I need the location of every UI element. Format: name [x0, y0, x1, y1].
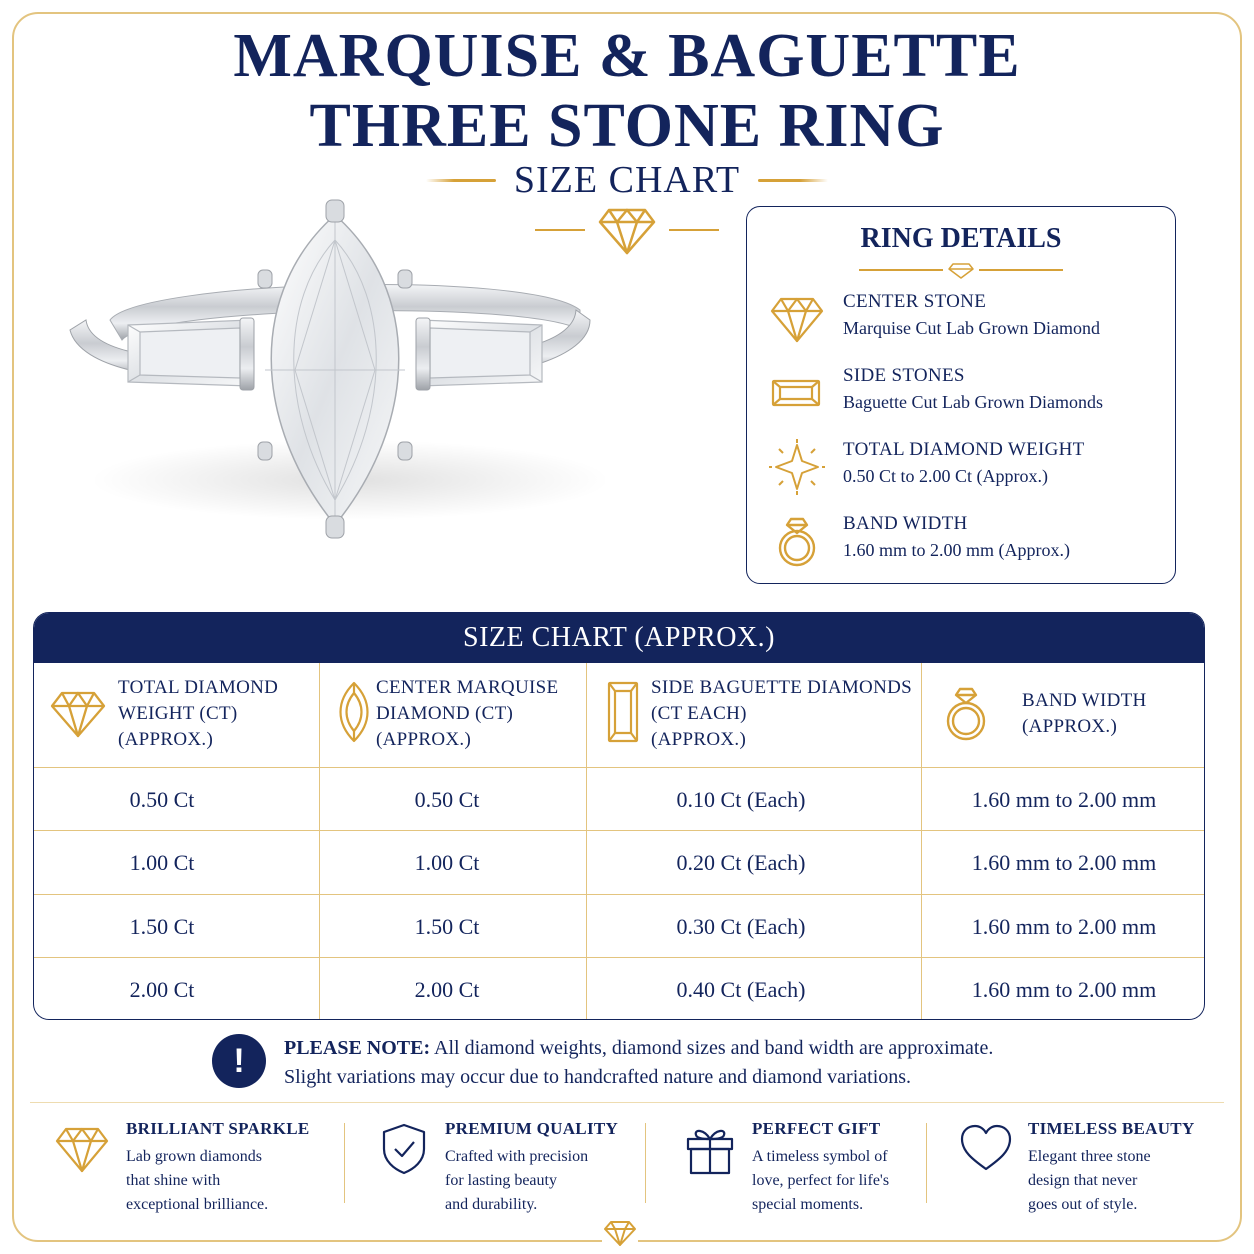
feature-perfect-gift	[682, 1117, 932, 1217]
marquise-icon	[324, 681, 384, 743]
cell-band-width: 1.60 mm to 2.00 mm	[971, 977, 1157, 1002]
sparkle-icon	[769, 439, 825, 495]
page-subtitle: SIZE CHART	[513, 159, 741, 201]
column-header-label: TOTAL DIAMOND WEIGHT (CT) (APPROX.)	[118, 677, 279, 750]
exclamation-icon: !	[212, 1034, 266, 1088]
column-header-band-width	[922, 663, 1205, 767]
diamond-icon	[54, 1121, 110, 1177]
column-header-label: SIDE BAGUETTE DIAMONDS (CT EACH) (APPROX.)	[651, 677, 912, 750]
diamond-icon	[602, 1218, 638, 1248]
note-text	[284, 1034, 993, 1092]
diamond-icon	[769, 291, 825, 347]
detail-heading: BAND WIDTH	[843, 513, 968, 534]
cell-total-weight: 1.50 Ct	[129, 914, 195, 939]
features-row	[30, 1102, 1224, 1212]
detail-text: 1.60 mm to 2.00 mm (Approx.)	[843, 540, 1070, 560]
detail-band-width	[769, 513, 1169, 573]
please-note	[212, 1032, 1112, 1092]
detail-text: Marquise Cut Lab Grown Diamond	[843, 318, 1100, 338]
feature-divider	[926, 1123, 927, 1203]
gift-icon	[682, 1121, 738, 1177]
feature-title: TIMELESS BEAUTY	[1028, 1119, 1195, 1138]
detail-heading: SIDE STONES	[843, 365, 965, 386]
detail-text: Baguette Cut Lab Grown Diamonds	[843, 392, 1103, 412]
detail-text: 0.50 Ct to 2.00 Ct (Approx.)	[843, 466, 1048, 486]
cell-side-baguette: 0.30 Ct (Each)	[676, 914, 806, 939]
details-divider	[859, 261, 1063, 279]
note-line1: All diamond weights, diamond sizes and band width are approximate.	[430, 1037, 994, 1059]
column-header-label: BAND WIDTH (APPROX.)	[1022, 690, 1147, 737]
feature-title: BRILLIANT SPARKLE	[126, 1119, 310, 1138]
note-label: PLEASE NOTE:	[284, 1037, 431, 1059]
cell-center-marquise: 2.00 Ct	[414, 977, 480, 1002]
diamond-icon	[48, 681, 108, 743]
feature-brilliant-sparkle	[54, 1117, 344, 1217]
cell-center-marquise: 1.00 Ct	[414, 850, 480, 875]
shield-check-icon	[376, 1121, 432, 1177]
ring-icon	[769, 513, 825, 569]
feature-text: Lab grown diamonds that shine with exceptional brilliance.	[126, 1148, 269, 1213]
feature-text: A timeless symbol of love, perfect for life's special moments.	[752, 1148, 890, 1213]
ring-icon	[936, 681, 996, 743]
cell-band-width: 1.60 mm to 2.00 mm	[971, 914, 1157, 939]
feature-title: PREMIUM QUALITY	[445, 1119, 619, 1138]
ring-details-title: RING DETAILS	[860, 223, 1062, 254]
column-header-label: CENTER MARQUISE DIAMOND (CT) (APPROX.)	[376, 677, 559, 750]
divider-right	[669, 229, 719, 231]
cell-center-marquise: 0.50 Ct	[414, 787, 480, 812]
cell-center-marquise: 1.50 Ct	[414, 914, 480, 939]
divider-right	[758, 179, 828, 182]
size-chart-title: SIZE CHART (APPROX.)	[34, 613, 1204, 663]
column-header-total-weight	[34, 663, 319, 767]
cell-side-baguette: 0.20 Ct (Each)	[676, 850, 806, 875]
note-line2: Slight variations may occur due to handcrafted nature and diamond variations.	[284, 1066, 912, 1088]
feature-divider	[645, 1123, 646, 1203]
cell-side-baguette: 0.40 Ct (Each)	[676, 977, 806, 1002]
feature-text: Crafted with precision for lasting beauty and durability.	[445, 1148, 589, 1213]
size-chart-table	[33, 612, 1205, 1020]
feature-title: PERFECT GIFT	[752, 1119, 881, 1138]
column-header-center-marquise	[320, 663, 586, 767]
column-header-side-baguette	[587, 663, 921, 767]
cell-total-weight: 2.00 Ct	[129, 977, 195, 1002]
cell-band-width: 1.60 mm to 2.00 mm	[971, 850, 1157, 875]
baguette-icon	[593, 681, 653, 743]
detail-side-stones	[769, 365, 1169, 425]
baguette-icon	[769, 365, 825, 421]
ring-details-panel	[746, 206, 1176, 584]
detail-heading: TOTAL DIAMOND WEIGHT	[843, 439, 1085, 460]
cell-total-weight: 1.00 Ct	[129, 850, 195, 875]
cell-band-width: 1.60 mm to 2.00 mm	[971, 787, 1157, 812]
page-title-line2: THREE STONE RING	[309, 92, 945, 160]
detail-total-weight	[769, 439, 1169, 499]
page-title-line1: MARQUISE & BAGUETTE	[233, 22, 1021, 90]
cell-total-weight: 0.50 Ct	[129, 787, 195, 812]
feature-timeless-beauty	[958, 1117, 1220, 1217]
heart-icon	[958, 1121, 1014, 1177]
detail-center-stone	[769, 291, 1169, 351]
feature-premium-quality	[376, 1117, 646, 1217]
feature-text: Elegant three stone design that never goes out of style.	[1028, 1148, 1151, 1213]
detail-heading: CENTER STONE	[843, 291, 987, 312]
ring-image	[50, 180, 620, 560]
cell-side-baguette: 0.10 Ct (Each)	[676, 787, 806, 812]
feature-divider	[344, 1123, 345, 1203]
